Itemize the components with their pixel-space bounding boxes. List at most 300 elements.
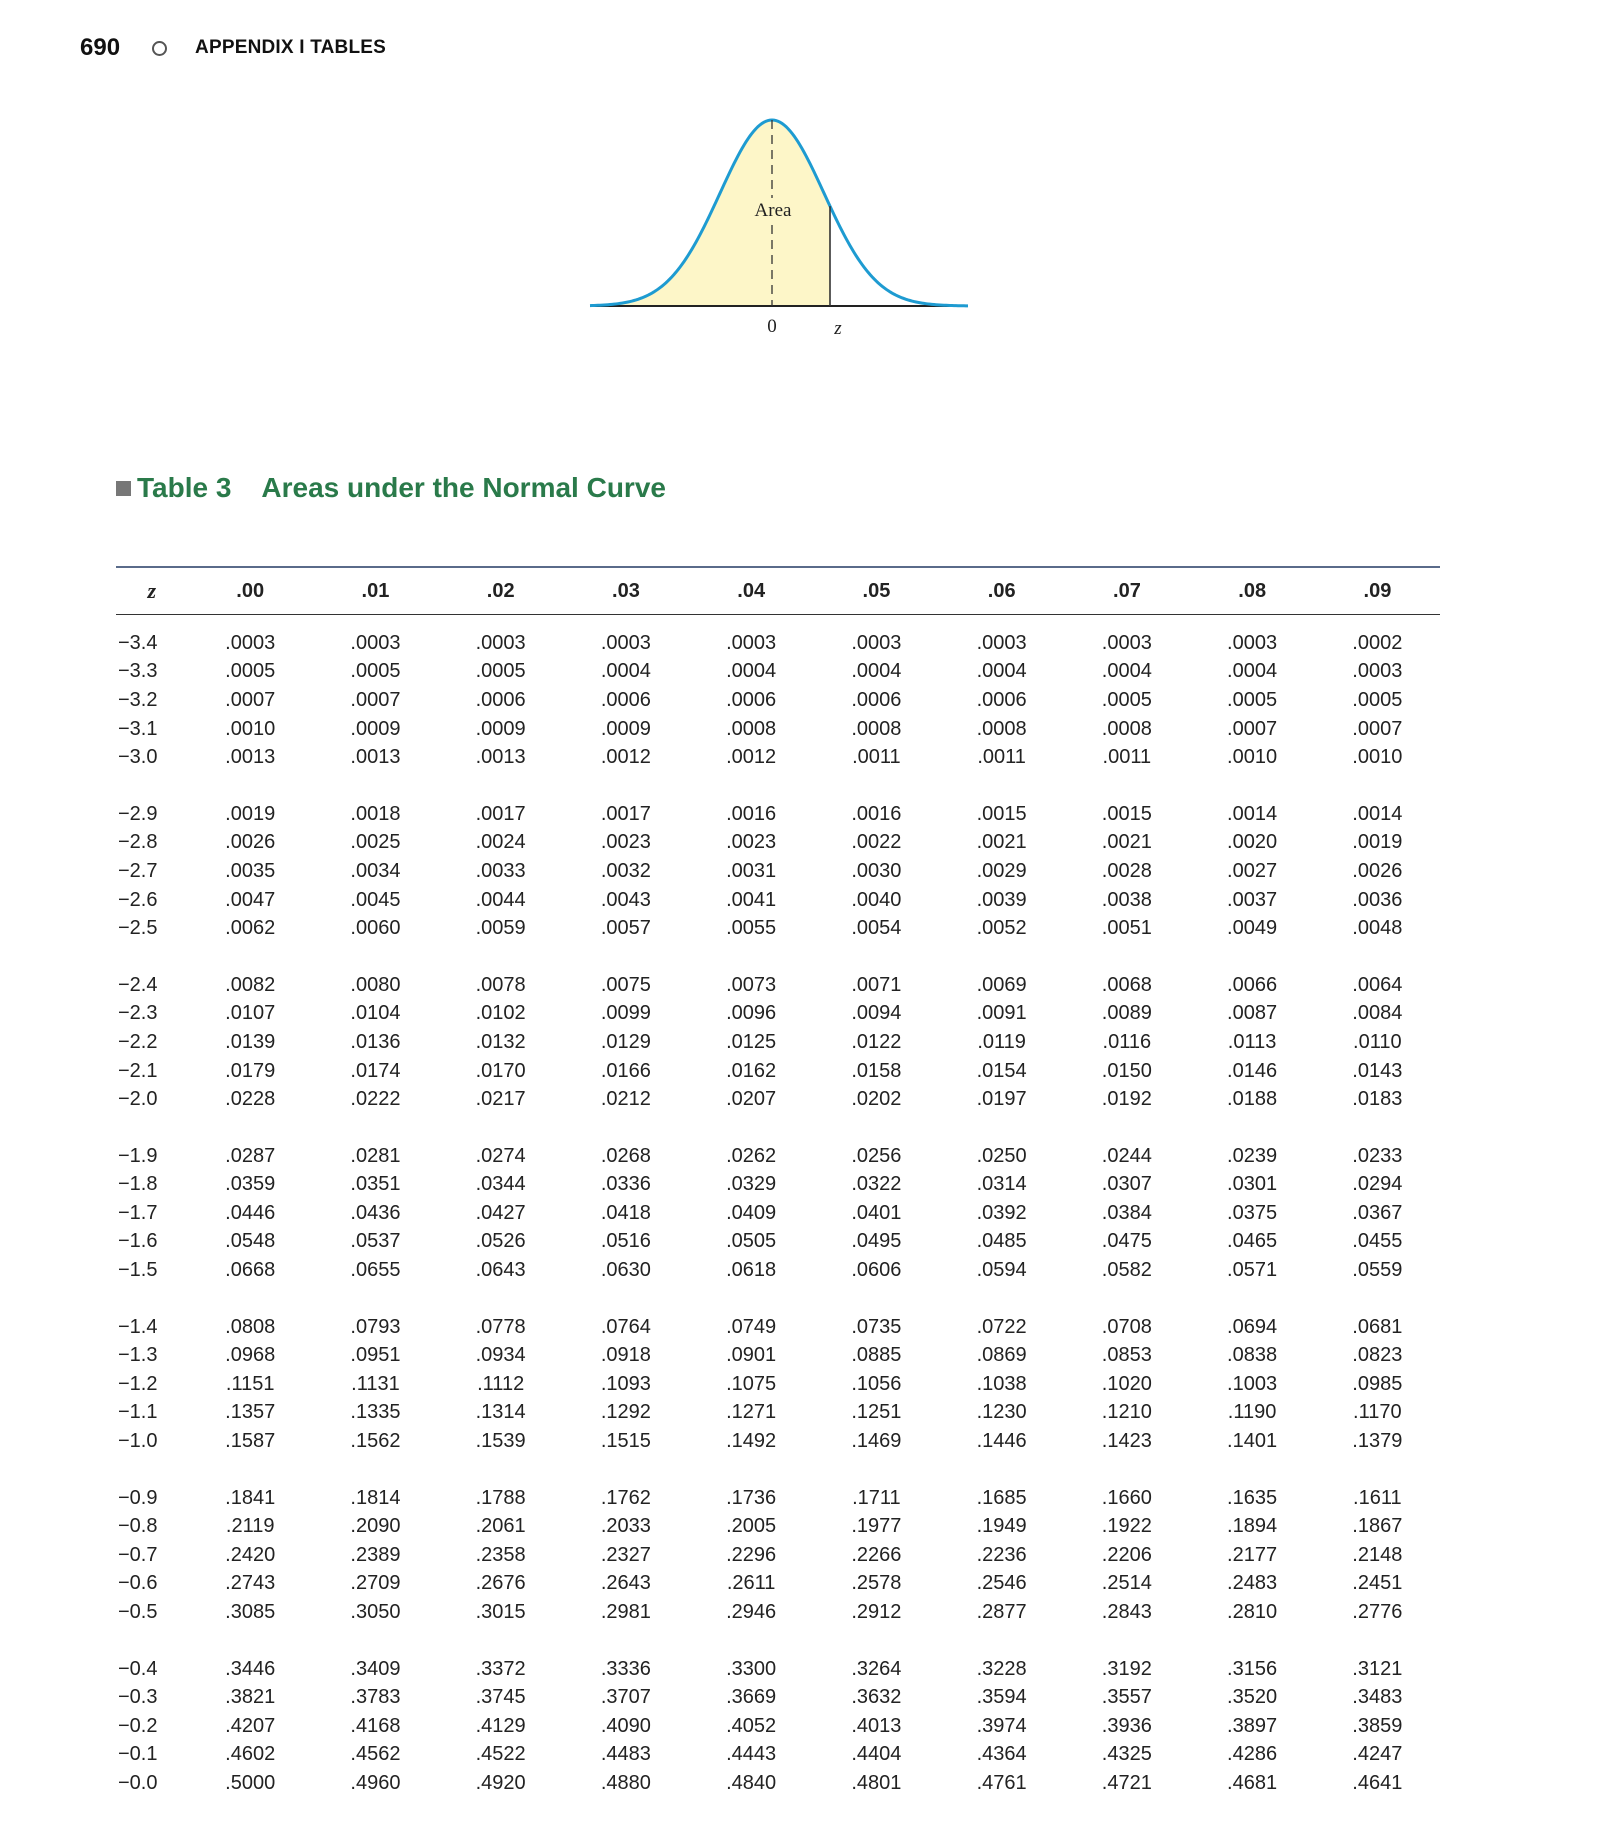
area-value: .0351: [350, 1173, 401, 1196]
area-value: .0030: [851, 859, 902, 882]
area-value: .1492: [726, 1430, 777, 1453]
area-value: .0336: [600, 1173, 651, 1196]
area-value: .0268: [600, 1144, 651, 1167]
area-value: .0022: [851, 831, 902, 854]
area-value: .2236: [976, 1543, 1027, 1566]
z-value: −3.0: [118, 746, 158, 769]
area-value: .0003: [600, 631, 651, 654]
z-value: −2.7: [118, 859, 158, 882]
table-row: [116, 857, 1440, 886]
z-value: −1.1: [118, 1401, 158, 1424]
table-row: [116, 1171, 1440, 1200]
area-value: .3050: [350, 1601, 401, 1624]
area-value: .4761: [976, 1771, 1027, 1794]
area-value: .4325: [1101, 1743, 1152, 1766]
area-value: .0006: [976, 688, 1027, 711]
area-value: .0008: [851, 717, 902, 740]
area-value: .0018: [350, 802, 401, 825]
z-value: −0.0: [118, 1771, 158, 1794]
area-value: .1635: [1227, 1486, 1278, 1509]
area-value: .4483: [600, 1743, 651, 1766]
area-value: .2877: [976, 1601, 1027, 1624]
z-value: −2.0: [118, 1088, 158, 1111]
z-value: −2.3: [118, 1002, 158, 1025]
column-header: .05: [862, 579, 891, 602]
area-value: .0005: [350, 660, 401, 683]
caption-square-icon: [116, 481, 131, 496]
area-value: .1894: [1227, 1515, 1278, 1538]
table-row: [116, 914, 1440, 943]
area-value: .0329: [726, 1173, 777, 1196]
area-value: .1814: [350, 1486, 401, 1509]
area-value: .3192: [1101, 1657, 1152, 1680]
z-value: −0.9: [118, 1486, 158, 1509]
area-value: .2946: [726, 1601, 777, 1624]
area-value: .0455: [1352, 1230, 1403, 1253]
area-value: .0035: [225, 859, 276, 882]
area-value: .0007: [1227, 717, 1278, 740]
area-value: .1112: [477, 1372, 525, 1395]
area-value: .0537: [350, 1230, 401, 1253]
area-value: .4840: [726, 1771, 777, 1794]
area-value: .0188: [1227, 1088, 1278, 1111]
page-header: [80, 34, 386, 62]
area-value: .0005: [1227, 688, 1278, 711]
area-value: .0010: [225, 717, 276, 740]
area-value: .0495: [851, 1230, 902, 1253]
area-value: .0024: [475, 831, 526, 854]
area-value: .3707: [600, 1686, 651, 1709]
area-value: .0516: [600, 1230, 651, 1253]
area-value: .0055: [726, 917, 777, 940]
area-value: .0217: [475, 1088, 526, 1111]
area-value: .2451: [1352, 1572, 1403, 1595]
area-value: .2061: [475, 1515, 526, 1538]
z-value: −0.3: [118, 1686, 158, 1709]
area-value: .4681: [1227, 1771, 1278, 1794]
table-row: [116, 1399, 1440, 1428]
area-value: .0004: [851, 660, 902, 683]
area-value: .3783: [350, 1686, 401, 1709]
table-row: [116, 886, 1440, 915]
area-value: .0019: [1352, 831, 1403, 854]
area-value: .0122: [851, 1030, 902, 1053]
area-value: .0526: [475, 1230, 526, 1253]
area-value: .2177: [1227, 1543, 1278, 1566]
zero-label: 0: [767, 316, 777, 337]
area-value: .0007: [1352, 717, 1403, 740]
area-value: .1357: [225, 1401, 276, 1424]
area-value: .3446: [225, 1657, 276, 1680]
area-value: .0485: [976, 1230, 1027, 1253]
area-value: .1788: [475, 1486, 526, 1509]
area-value: .3156: [1227, 1657, 1278, 1680]
area-value: .0003: [225, 631, 276, 654]
area-value: .0119: [977, 1030, 1026, 1053]
table-row: [116, 1598, 1440, 1627]
table-row: [116, 1741, 1440, 1770]
area-value: .0853: [1101, 1344, 1152, 1367]
area-value: .2611: [726, 1572, 776, 1595]
area-value: .2296: [726, 1543, 777, 1566]
area-value: .0154: [976, 1059, 1027, 1082]
area-value: .0020: [1227, 831, 1278, 854]
area-value: .0548: [225, 1230, 276, 1253]
area-value: .3669: [726, 1686, 777, 1709]
area-value: .0045: [350, 888, 401, 911]
table-body: [116, 615, 1440, 1798]
area-value: .0158: [851, 1059, 902, 1082]
area-value: .0409: [726, 1201, 777, 1224]
area-value: .0166: [600, 1059, 651, 1082]
column-header: .03: [612, 579, 640, 602]
z-value: −0.5: [118, 1601, 158, 1624]
area-value: .3483: [1352, 1686, 1403, 1709]
z-value: −0.1: [118, 1743, 158, 1766]
area-value: .1736: [726, 1486, 777, 1509]
area-value: .1151: [225, 1372, 275, 1395]
area-value: .0008: [1101, 717, 1152, 740]
area-value: .0003: [350, 631, 401, 654]
area-value: .0041: [726, 888, 777, 911]
table-row: [116, 715, 1440, 744]
z-label: z: [834, 318, 842, 339]
area-value: .0016: [851, 802, 902, 825]
area-value: .2843: [1101, 1601, 1152, 1624]
row-group: [116, 1142, 1440, 1285]
normal-curve-svg: [580, 100, 980, 360]
area-value: .1093: [600, 1372, 651, 1395]
area-value: .0125: [726, 1030, 777, 1053]
area-value: .0735: [851, 1315, 902, 1338]
area-value: .2033: [600, 1515, 651, 1538]
area-value: .0274: [475, 1144, 526, 1167]
area-value: .2483: [1227, 1572, 1278, 1595]
area-value: .0006: [475, 688, 526, 711]
column-header: .06: [987, 579, 1016, 602]
row-group: [116, 629, 1440, 772]
area-value: .0244: [1101, 1144, 1152, 1167]
table-row: [116, 1484, 1440, 1513]
area-value: .4602: [225, 1743, 276, 1766]
area-value: .1762: [600, 1486, 651, 1509]
area-value: .0003: [1352, 660, 1403, 683]
area-value: .0681: [1352, 1315, 1403, 1338]
area-value: .1038: [976, 1372, 1027, 1395]
table-row: [116, 1341, 1440, 1370]
area-value: .0026: [1352, 859, 1403, 882]
area-value: .2090: [350, 1515, 401, 1538]
area-value: .0021: [976, 831, 1027, 854]
area-value: .0136: [350, 1030, 401, 1053]
area-value: .0087: [1227, 1002, 1278, 1025]
area-value: .0228: [225, 1088, 276, 1111]
area-value: .0034: [350, 859, 401, 882]
area-value: .0582: [1101, 1259, 1152, 1282]
area-value: .0749: [726, 1315, 777, 1338]
area-value: .0012: [726, 746, 777, 769]
area-value: .1020: [1101, 1372, 1152, 1395]
area-value: .1922: [1101, 1515, 1152, 1538]
area-value: .0004: [1227, 660, 1278, 683]
area-value: .0023: [726, 831, 777, 854]
z-value: −2.4: [118, 973, 158, 996]
column-header: .07: [1113, 579, 1141, 602]
area-value: .0010: [1352, 746, 1403, 769]
area-value: .0023: [600, 831, 651, 854]
area-value: .0764: [600, 1315, 651, 1338]
column-header: .08: [1238, 579, 1267, 602]
area-value: .3121: [1352, 1657, 1403, 1680]
z-value: −1.0: [118, 1430, 158, 1453]
area-value: .1685: [976, 1486, 1027, 1509]
table-row: [116, 829, 1440, 858]
column-header: .01: [361, 579, 390, 602]
area-value: .0202: [851, 1088, 902, 1111]
table-caption: [116, 472, 666, 504]
area-value: .0006: [851, 688, 902, 711]
row-group: [116, 971, 1440, 1114]
area-value: .0084: [1352, 1002, 1403, 1025]
area-value: .0384: [1101, 1201, 1152, 1224]
area-value: .0951: [350, 1344, 401, 1367]
z-value: −3.4: [118, 631, 158, 654]
area-value: .0256: [851, 1144, 902, 1167]
table-row: [116, 1541, 1440, 1570]
area-value: .1562: [350, 1430, 401, 1453]
area-value: .1660: [1101, 1486, 1152, 1509]
table-title: Areas under the Normal Curve: [261, 472, 666, 503]
z-value: −0.7: [118, 1543, 158, 1566]
area-value: .0212: [600, 1088, 651, 1111]
area-value: .2643: [600, 1572, 651, 1595]
z-value: −0.6: [118, 1572, 158, 1595]
area-value: .2743: [225, 1572, 276, 1595]
area-value: .0262: [726, 1144, 777, 1167]
area-value: .0037: [1227, 888, 1278, 911]
area-value: .0132: [475, 1030, 526, 1053]
area-value: .1056: [851, 1372, 902, 1395]
z-value: −2.2: [118, 1030, 158, 1053]
area-value: .0004: [726, 660, 777, 683]
area-value: .2676: [475, 1572, 526, 1595]
area-value: .3228: [976, 1657, 1027, 1680]
area-value: .4052: [726, 1714, 777, 1737]
area-value: .0401: [851, 1201, 902, 1224]
area-value: .0025: [350, 831, 401, 854]
area-value: .0116: [1102, 1030, 1152, 1053]
area-value: .0129: [600, 1030, 651, 1053]
area-value: .2266: [851, 1543, 902, 1566]
z-value: −2.9: [118, 802, 158, 825]
area-value: .0027: [1227, 859, 1278, 882]
table-row: [116, 743, 1440, 772]
area-value: .0007: [225, 688, 276, 711]
area-value: .0146: [1227, 1059, 1278, 1082]
table-row: [116, 629, 1440, 658]
table-row: [116, 1370, 1440, 1399]
row-group: [116, 1313, 1440, 1456]
area-value: .1292: [600, 1401, 651, 1424]
column-header: .09: [1363, 579, 1392, 602]
area-value: .3372: [475, 1657, 526, 1680]
area-value: .0003: [1227, 631, 1278, 654]
area-value: .1977: [851, 1515, 902, 1538]
area-value: .4960: [350, 1771, 401, 1794]
table-row: [116, 1028, 1440, 1057]
z-column-header: z: [147, 578, 157, 603]
area-value: .2546: [976, 1572, 1027, 1595]
area-value: .0011: [852, 746, 901, 769]
section-title: APPENDIX I TABLES: [195, 37, 387, 58]
table-label: Table 3: [137, 472, 232, 503]
area-value: .4562: [350, 1743, 401, 1766]
z-value: −1.9: [118, 1144, 158, 1167]
area-value: .0009: [350, 717, 401, 740]
area-value: .0314: [976, 1173, 1027, 1196]
area-value: .0062: [225, 917, 276, 940]
area-value: .0392: [976, 1201, 1027, 1224]
area-value: .0179: [225, 1059, 276, 1082]
area-value: .0099: [600, 1002, 651, 1025]
area-value: .0004: [1101, 660, 1152, 683]
area-value: .0040: [851, 888, 902, 911]
area-value: .0174: [350, 1059, 401, 1082]
area-value: .2912: [851, 1601, 902, 1624]
z-value: −2.8: [118, 831, 158, 854]
table-row: [116, 1256, 1440, 1285]
area-value: .0003: [1101, 631, 1152, 654]
area-value: .4207: [225, 1714, 276, 1737]
area-value: .0073: [726, 973, 777, 996]
area-value: .0618: [726, 1259, 777, 1282]
area-value: .0049: [1227, 917, 1278, 940]
area-value: .4920: [475, 1771, 526, 1794]
area-value: .0808: [225, 1315, 276, 1338]
area-value: .0007: [350, 688, 401, 711]
z-value: −1.2: [118, 1372, 158, 1395]
page-number: 690: [80, 34, 121, 61]
area-value: .0239: [1227, 1144, 1278, 1167]
area-value: .0005: [225, 660, 276, 683]
area-value: .0934: [475, 1344, 526, 1367]
area-value: .0322: [851, 1173, 902, 1196]
area-value: .0475: [1101, 1230, 1152, 1253]
area-value: .0029: [976, 859, 1027, 882]
area-value: .0016: [726, 802, 777, 825]
z-value: −1.6: [118, 1230, 158, 1253]
area-value: .0823: [1352, 1344, 1403, 1367]
z-value: −2.1: [118, 1059, 158, 1082]
area-value: .0075: [600, 973, 651, 996]
table-row: [116, 1769, 1440, 1798]
area-value: .0054: [851, 917, 902, 940]
area-value: .0051: [1101, 917, 1152, 940]
z-value: −0.4: [118, 1657, 158, 1680]
row-group: [116, 1655, 1440, 1798]
z-value: −2.5: [118, 917, 158, 940]
area-value: .3974: [976, 1714, 1027, 1737]
area-value: .0048: [1352, 917, 1403, 940]
area-value: .0015: [1101, 802, 1152, 825]
area-value: .0571: [1227, 1259, 1278, 1282]
area-value: .1251: [851, 1401, 902, 1424]
area-value: .0838: [1227, 1344, 1278, 1367]
area-value: .0162: [726, 1059, 777, 1082]
area-value: .2389: [350, 1543, 401, 1566]
area-value: .0003: [475, 631, 526, 654]
area-value: .0375: [1227, 1201, 1278, 1224]
area-value: .0011: [977, 746, 1026, 769]
area-value: .1190: [1227, 1401, 1277, 1424]
area-value: .2810: [1227, 1601, 1278, 1624]
area-value: .0017: [475, 802, 526, 825]
area-value: .0722: [976, 1315, 1027, 1338]
area-value: .1170: [1353, 1401, 1402, 1424]
area-value: .0064: [1352, 973, 1403, 996]
row-group: [116, 800, 1440, 943]
area-value: .0026: [225, 831, 276, 854]
area-value: .4880: [600, 1771, 651, 1794]
table-row: [116, 1142, 1440, 1171]
area-value: .0005: [475, 660, 526, 683]
area-value: .1379: [1352, 1430, 1403, 1453]
area-value: .0004: [600, 660, 651, 683]
area-value: .0594: [976, 1259, 1027, 1282]
area-value: .3520: [1227, 1686, 1278, 1709]
area-value: .0080: [350, 973, 401, 996]
area-value: .0033: [475, 859, 526, 882]
area-value: .3409: [350, 1657, 401, 1680]
area-value: .0003: [726, 631, 777, 654]
area-value: .3632: [851, 1686, 902, 1709]
row-group: [116, 1484, 1440, 1627]
area-value: .0008: [976, 717, 1027, 740]
area-value: .3821: [225, 1686, 276, 1709]
area-value: .0003: [976, 631, 1027, 654]
area-value: .0089: [1101, 1002, 1152, 1025]
area-value: .0013: [475, 746, 526, 769]
area-value: .0031: [726, 859, 777, 882]
area-value: .0222: [350, 1088, 401, 1111]
area-value: .4364: [976, 1743, 1027, 1766]
area-value: .3300: [726, 1657, 777, 1680]
area-value: .0102: [475, 1002, 526, 1025]
area-value: .0002: [1352, 631, 1403, 654]
area-value: .0009: [600, 717, 651, 740]
area-value: .0107: [225, 1002, 276, 1025]
area-value: .3085: [225, 1601, 276, 1624]
area-label: Area: [754, 200, 792, 221]
area-value: .0028: [1101, 859, 1152, 882]
area-value: .4286: [1227, 1743, 1278, 1766]
area-value: .0113: [1227, 1030, 1277, 1053]
area-value: .4247: [1352, 1743, 1403, 1766]
table-row: [116, 1228, 1440, 1257]
area-value: .0017: [600, 802, 651, 825]
area-value: .2206: [1101, 1543, 1152, 1566]
area-value: .4168: [350, 1714, 401, 1737]
table-row: [116, 800, 1440, 829]
table-row: [116, 1570, 1440, 1599]
area-value: .0301: [1227, 1173, 1278, 1196]
area-value: .0047: [225, 888, 276, 911]
area-value: .1867: [1352, 1515, 1403, 1538]
column-header: .04: [737, 579, 766, 602]
area-value: .1131: [351, 1372, 400, 1395]
area-value: .0006: [726, 688, 777, 711]
area-value: .3557: [1101, 1686, 1152, 1709]
